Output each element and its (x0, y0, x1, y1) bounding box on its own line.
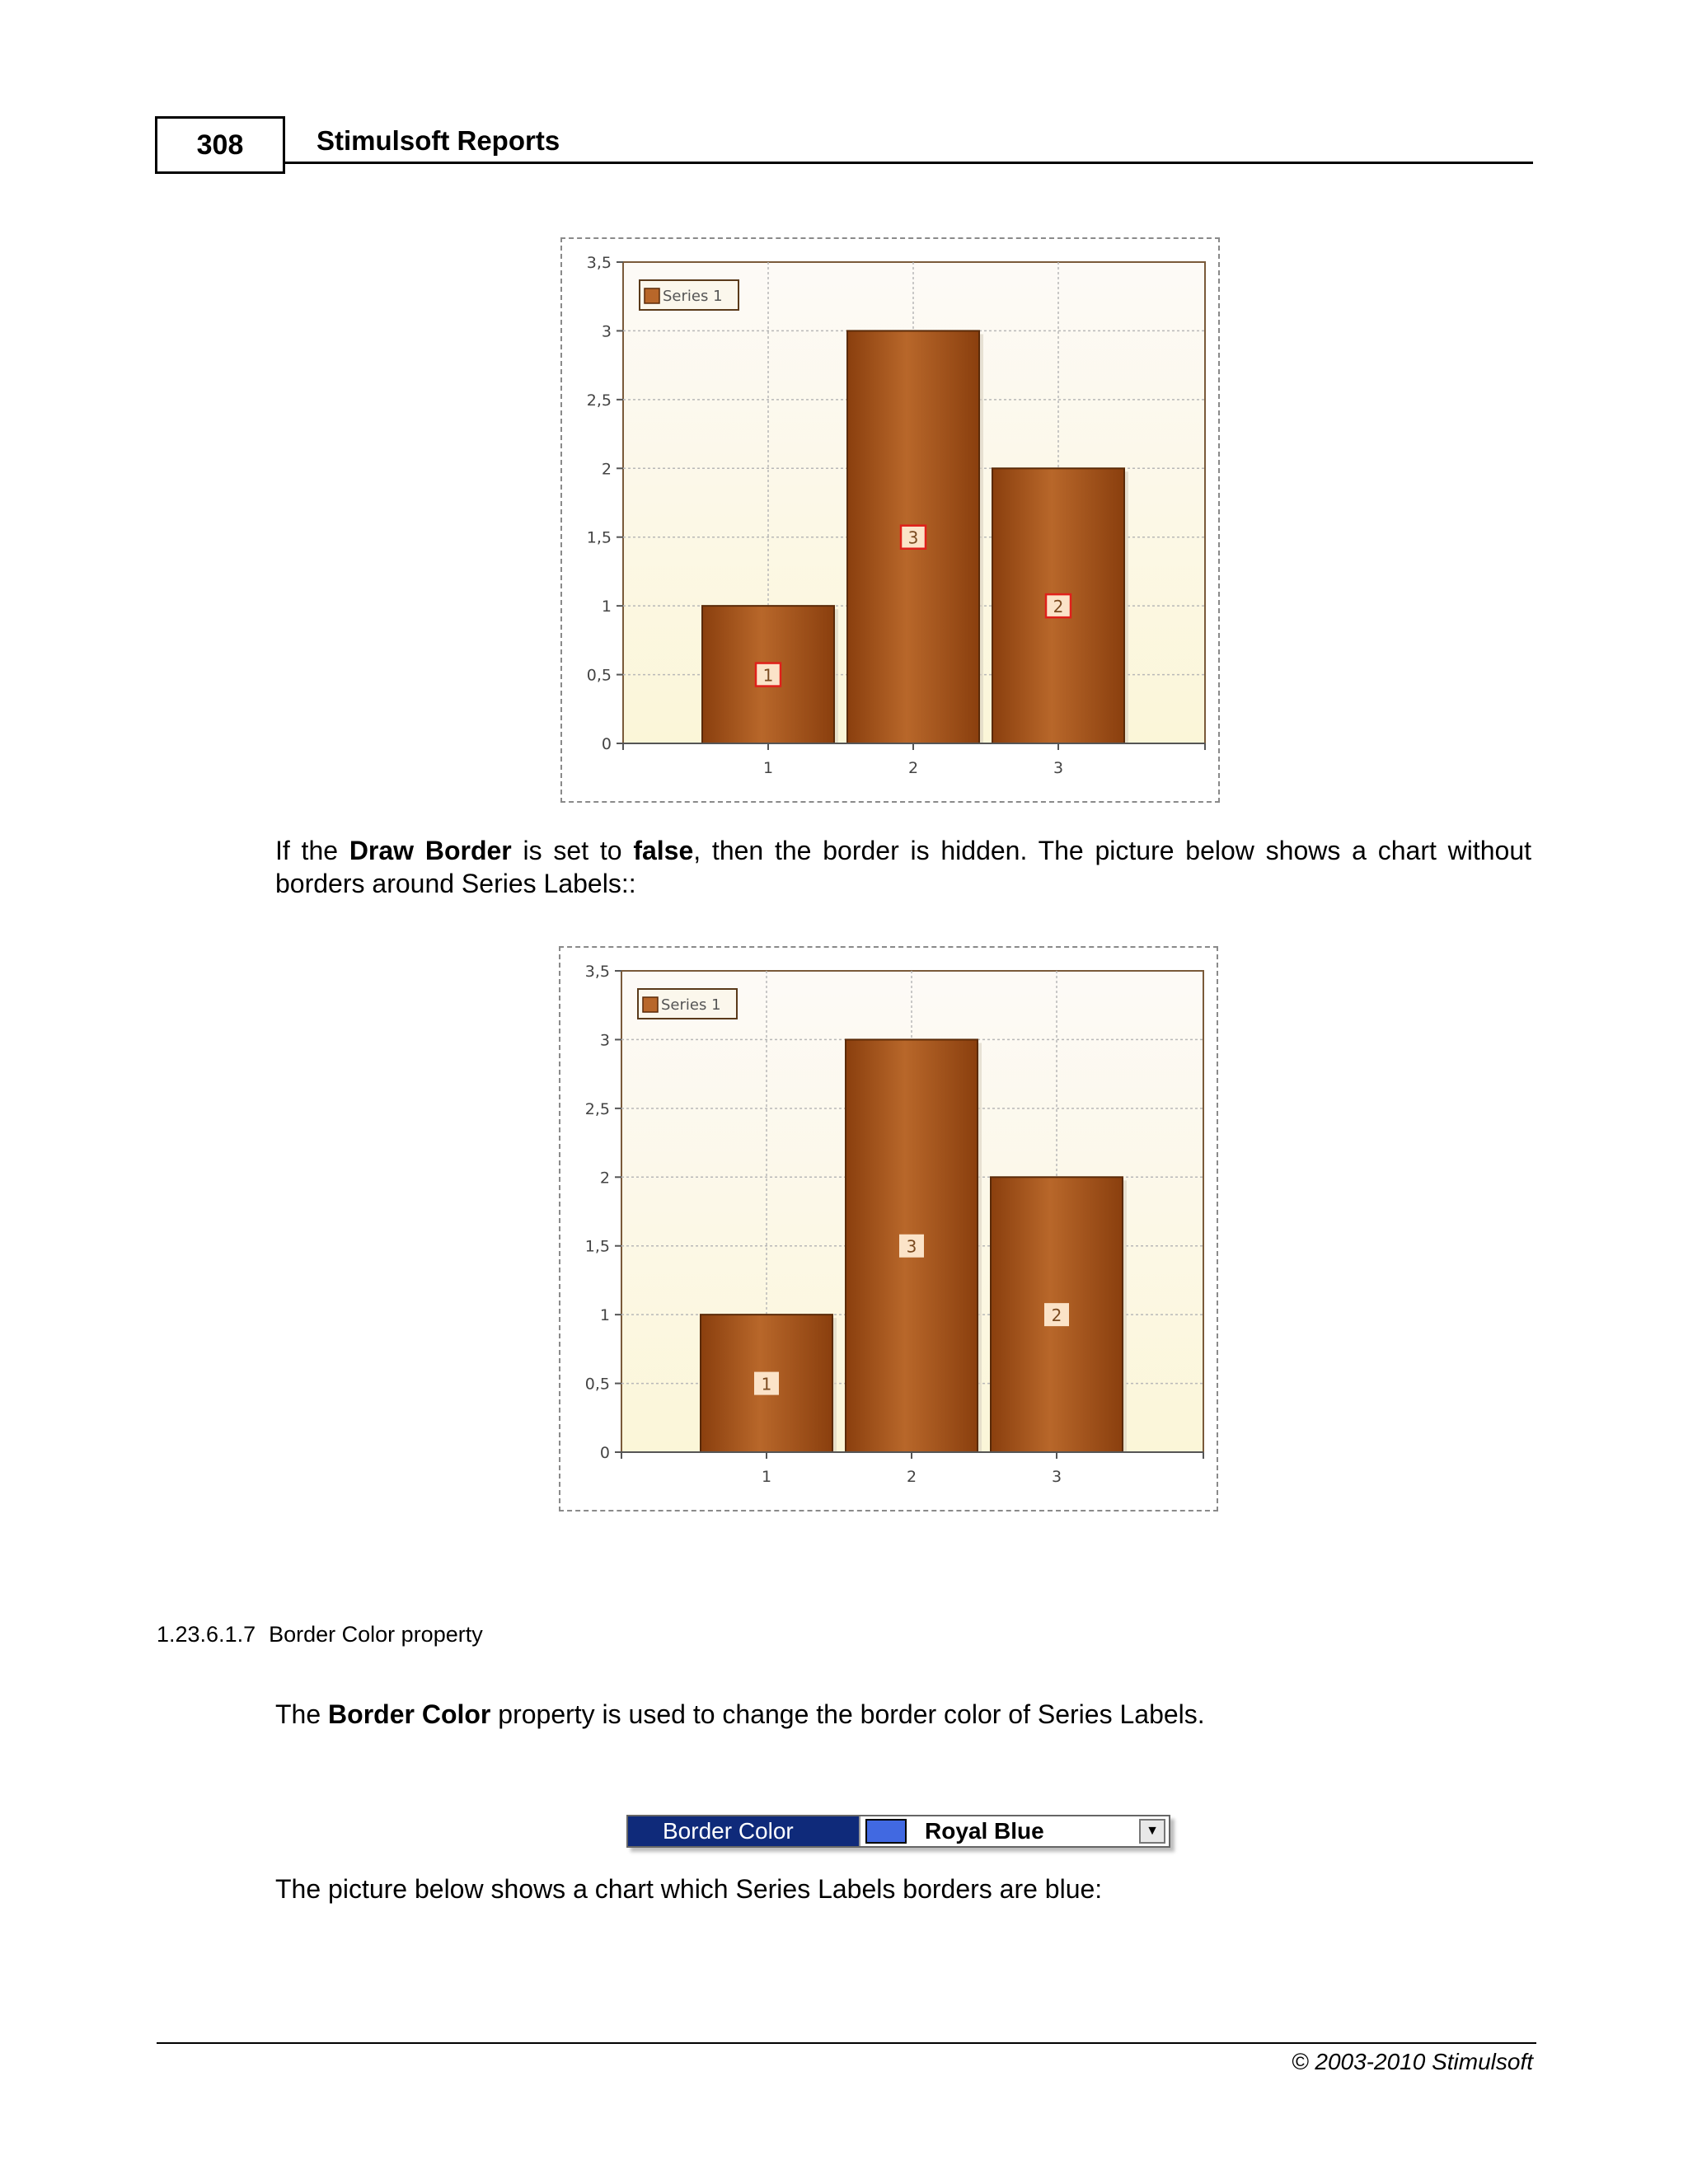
y-tick-label: 0,5 (586, 666, 612, 685)
data-label: 1 (761, 1374, 772, 1394)
y-tick-label: 1,5 (586, 528, 612, 547)
legend-swatch (645, 288, 659, 303)
bold-draw-border: Draw Border (349, 836, 512, 865)
footer-rule (157, 2042, 1536, 2044)
x-tick-label: 1 (761, 1468, 772, 1486)
chart-with-label-borders (560, 237, 1220, 803)
section-title: Border Color property (269, 1622, 483, 1647)
bold-border-color: Border Color (328, 1699, 491, 1729)
data-label: 2 (1051, 1305, 1062, 1326)
legend-label: Series 1 (661, 996, 721, 1014)
paragraph-blue-borders: The picture below shows a chart which Series Labels borders are blue: (275, 1874, 1103, 1904)
property-value-text: Royal Blue (925, 1818, 1044, 1844)
y-tick-label: 1 (601, 598, 612, 616)
text: If the (275, 836, 349, 865)
section-heading (157, 1622, 483, 1647)
y-tick-label: 2 (601, 460, 612, 479)
y-tick-label: 2 (599, 1169, 610, 1188)
bold-false: false (633, 836, 694, 865)
property-name: Border Color (628, 1816, 859, 1846)
data-label: 3 (907, 527, 919, 548)
x-tick-label: 2 (907, 759, 919, 777)
property-value[interactable] (859, 1816, 1169, 1846)
legend-swatch (643, 997, 658, 1012)
y-tick-label: 2,5 (586, 391, 612, 410)
data-label: 1 (762, 665, 774, 686)
y-tick-label: 2,5 (584, 1099, 610, 1118)
x-tick-label: 2 (906, 1468, 917, 1486)
chart-without-label-borders (559, 946, 1218, 1511)
color-swatch (865, 1819, 907, 1844)
x-tick-label: 1 (762, 759, 774, 777)
text: property is used to change the border color of Series Labels. (490, 1699, 1205, 1729)
dropdown-button[interactable] (1139, 1819, 1165, 1844)
text: , then the border is hidden. The picture below shows a chart without borders around Series Labels:: (275, 836, 1532, 898)
border-color-property[interactable] (626, 1815, 1170, 1848)
y-tick-label: 0 (599, 1444, 610, 1462)
footer-copyright: © 2003-2010 Stimulsoft (1291, 2049, 1533, 2074)
chart-svg (562, 239, 1221, 804)
text: The (275, 1699, 329, 1729)
data-label: 2 (1053, 597, 1064, 617)
data-label: 3 (906, 1236, 917, 1257)
paragraph-draw-border (275, 834, 1531, 900)
header-title: Stimulsoft Reports (316, 125, 560, 156)
x-tick-label: 3 (1051, 1468, 1062, 1486)
header-rule (285, 162, 1533, 164)
y-tick-label: 3 (599, 1031, 610, 1050)
y-tick-label: 3,5 (586, 254, 612, 272)
y-tick-label: 0,5 (584, 1375, 610, 1394)
y-tick-label: 3 (601, 322, 612, 341)
section-number: 1.23.6.1.7 (157, 1622, 256, 1647)
chevron-down-icon: ▼ (1146, 1824, 1159, 1838)
page-number: 308 (155, 116, 285, 174)
chart-svg (560, 948, 1220, 1513)
y-tick-label: 0 (601, 735, 612, 753)
x-tick-label: 3 (1053, 759, 1064, 777)
legend-label: Series 1 (663, 288, 723, 305)
y-tick-label: 1 (599, 1306, 610, 1325)
y-tick-label: 3,5 (584, 963, 610, 981)
paragraph-border-color (275, 1698, 1531, 1731)
text: is set to (511, 836, 634, 865)
y-tick-label: 1,5 (584, 1237, 610, 1256)
